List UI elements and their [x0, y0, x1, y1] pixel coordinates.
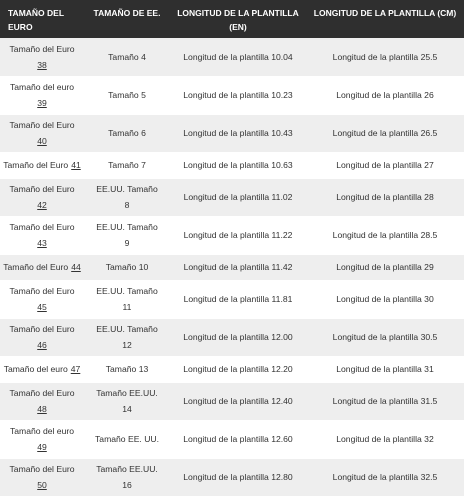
- euro-size-label: Tamaño del Euro: [9, 43, 75, 54]
- us-size-label: Tamaño EE.UU.: [96, 464, 158, 474]
- us-size-cell: [84, 458, 170, 496]
- table-row: [0, 178, 464, 216]
- table-row: [0, 280, 464, 318]
- euro-size-label: Tamaño del Euro: [3, 160, 69, 170]
- us-size-label: Tamaño 7: [108, 160, 146, 170]
- euro-size-label: Tamaño del Euro: [3, 262, 69, 272]
- euro-size-number: 49: [37, 442, 47, 452]
- us-size-cell: [84, 38, 170, 76]
- header-insole-length-cm: LONGITUD DE LA PLANTILLA (CM): [306, 0, 464, 38]
- us-size-cell: [84, 76, 170, 114]
- euro-size-number: 40: [37, 136, 47, 146]
- us-size-label: EE.UU. Tamaño: [96, 222, 158, 232]
- euro-size-cell: [0, 178, 84, 216]
- us-size-label: Tamaño 10: [105, 262, 149, 272]
- euro-size-cell: [0, 114, 84, 152]
- table-row: [0, 458, 464, 496]
- header-euro-size: TAMAÑO DEL EURO: [0, 0, 84, 38]
- us-size-cell: [84, 280, 170, 318]
- table-header: [0, 0, 464, 38]
- table-row: [0, 114, 464, 152]
- insole-length-in-cell: Longitud de la plantilla 12.60: [170, 420, 306, 458]
- insole-length-in-cell: Longitud de la plantilla 12.80: [170, 458, 306, 496]
- table-body: [0, 38, 464, 496]
- euro-size-number: 39: [37, 98, 47, 108]
- euro-size-label: Tamaño del euro: [3, 364, 68, 374]
- us-size-cell: [84, 318, 170, 356]
- insole-length-in-cell: Longitud de la plantilla 12.00: [170, 318, 306, 356]
- insole-length-in-cell: Longitud de la plantilla 10.43: [170, 114, 306, 152]
- us-size-cell: [84, 114, 170, 152]
- us-size-cell: [84, 420, 170, 458]
- euro-size-number: 44: [71, 262, 81, 272]
- euro-size-number: 45: [37, 302, 47, 312]
- euro-size-number: 43: [37, 238, 47, 248]
- header-row: [0, 0, 464, 38]
- euro-size-label: Tamaño del Euro: [9, 388, 75, 398]
- euro-size-number: 46: [37, 340, 47, 350]
- insole-length-in-cell: Longitud de la plantilla 10.23: [170, 76, 306, 114]
- euro-size-cell: [0, 76, 84, 114]
- euro-size-label: Tamaño del Euro: [9, 184, 75, 194]
- insole-length-cm-cell: Longitud de la plantilla 27: [306, 152, 464, 178]
- us-size-cell: [84, 178, 170, 216]
- euro-size-label: Tamaño del Euro: [9, 120, 75, 130]
- table-row: [0, 254, 464, 280]
- us-size-cell: [84, 152, 170, 178]
- us-size-cell: [84, 254, 170, 280]
- us-size-number: 8: [124, 200, 130, 210]
- us-size-label: Tamaño 6: [108, 128, 146, 138]
- euro-size-cell: [0, 458, 84, 496]
- euro-size-number: 42: [37, 200, 47, 210]
- insole-length-cm-cell: Longitud de la plantilla 28: [306, 178, 464, 216]
- euro-size-number: 47: [70, 364, 81, 374]
- euro-size-cell: [0, 356, 84, 382]
- euro-size-number: 41: [71, 160, 81, 170]
- insole-length-cm-cell: Longitud de la plantilla 32: [306, 420, 464, 458]
- insole-length-in-cell: Longitud de la plantilla 12.40: [170, 382, 306, 420]
- us-size-number: 11: [122, 302, 132, 312]
- euro-size-cell: [0, 280, 84, 318]
- header-insole-length-in: LONGITUD DE LA PLANTILLA (EN): [170, 0, 306, 38]
- us-size-number: 14: [122, 404, 132, 414]
- table-row: [0, 318, 464, 356]
- us-size-cell: [84, 382, 170, 420]
- insole-length-cm-cell: Longitud de la plantilla 29: [306, 254, 464, 280]
- euro-size-number: 38: [37, 59, 47, 70]
- us-size-cell: [84, 216, 170, 254]
- table-row: [0, 76, 464, 114]
- us-size-label: Tamaño 13: [105, 364, 149, 374]
- insole-length-cm-cell: Longitud de la plantilla 31: [306, 356, 464, 382]
- insole-length-in-cell: Longitud de la plantilla 11.02: [170, 178, 306, 216]
- table-row: [0, 38, 464, 76]
- us-size-label: Tamaño 5: [108, 90, 146, 100]
- euro-size-label: Tamaño del Euro: [9, 222, 75, 232]
- us-size-label: EE.UU. Tamaño: [96, 324, 158, 334]
- euro-size-label: Tamaño del euro: [9, 82, 75, 92]
- insole-length-in-cell: Longitud de la plantilla 10.04: [170, 38, 306, 76]
- table-row: [0, 152, 464, 178]
- us-size-number: 9: [124, 238, 130, 248]
- table-row: [0, 382, 464, 420]
- insole-length-cm-cell: Longitud de la plantilla 26.5: [306, 114, 464, 152]
- table-row: [0, 356, 464, 382]
- euro-size-cell: [0, 254, 84, 280]
- insole-length-cm-cell: Longitud de la plantilla 28.5: [306, 216, 464, 254]
- insole-length-in-cell: Longitud de la plantilla 11.81: [170, 280, 306, 318]
- us-size-number: 12: [122, 340, 132, 350]
- euro-size-number: 50: [37, 480, 47, 490]
- insole-length-in-cell: Longitud de la plantilla 10.63: [170, 152, 306, 178]
- euro-size-label: Tamaño del Euro: [9, 464, 75, 474]
- insole-length-cm-cell: Longitud de la plantilla 30.5: [306, 318, 464, 356]
- euro-size-number: 48: [37, 404, 47, 414]
- us-size-label: EE.UU. Tamaño: [96, 286, 158, 296]
- insole-length-cm-cell: Longitud de la plantilla 30: [306, 280, 464, 318]
- insole-length-cm-cell: Longitud de la plantilla 26: [306, 76, 464, 114]
- insole-length-in-cell: Longitud de la plantilla 12.20: [170, 356, 306, 382]
- insole-length-cm-cell: Longitud de la plantilla 25.5: [306, 38, 464, 76]
- euro-size-label: Tamaño del Euro: [9, 324, 75, 334]
- euro-size-cell: [0, 38, 84, 76]
- us-size-cell: [84, 356, 170, 382]
- euro-size-cell: [0, 382, 84, 420]
- euro-size-label: Tamaño del Euro: [9, 286, 75, 296]
- insole-length-in-cell: Longitud de la plantilla 11.22: [170, 216, 306, 254]
- insole-length-cm-cell: Longitud de la plantilla 32.5: [306, 458, 464, 496]
- table-row: [0, 420, 464, 458]
- us-size-label: EE.UU. Tamaño: [96, 184, 158, 194]
- table-row: [0, 216, 464, 254]
- euro-size-cell: [0, 216, 84, 254]
- us-size-label: Tamaño 4: [108, 51, 146, 62]
- euro-size-label: Tamaño del euro: [9, 426, 75, 436]
- euro-size-cell: [0, 318, 84, 356]
- insole-length-in-cell: Longitud de la plantilla 11.42: [170, 254, 306, 280]
- insole-length-cm-cell: Longitud de la plantilla 31.5: [306, 382, 464, 420]
- euro-size-cell: [0, 420, 84, 458]
- us-size-label: Tamaño EE.UU.: [96, 388, 158, 398]
- us-size-number: 16: [122, 480, 132, 490]
- us-size-label: Tamaño EE. UU.: [95, 434, 159, 444]
- header-us-size: TAMAÑO DE EE.: [84, 0, 170, 38]
- euro-size-cell: [0, 152, 84, 178]
